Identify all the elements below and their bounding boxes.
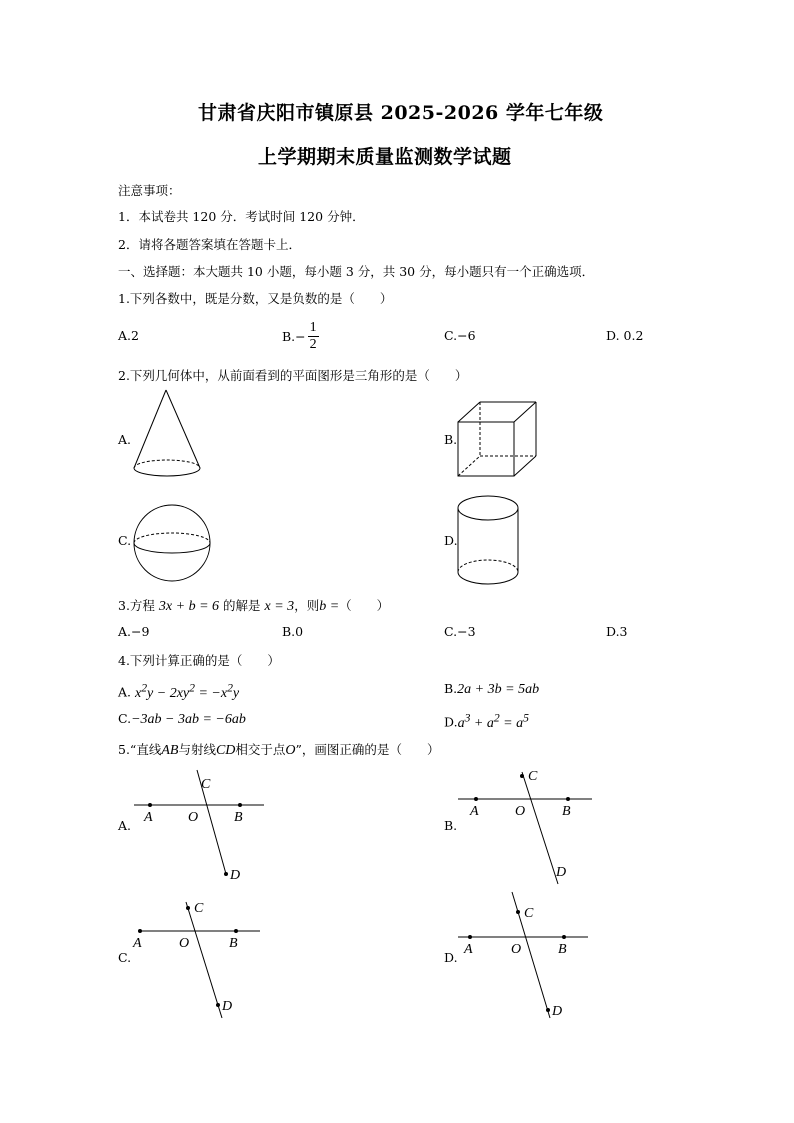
q3-option-a: A.−9 bbox=[118, 624, 150, 639]
q5-figure-d bbox=[456, 890, 596, 1022]
q4-option-d-expression: $a^3 + a^2 = a^5$ bbox=[457, 711, 529, 731]
q2-option-c: C. bbox=[118, 533, 132, 548]
q3-equation: 3x + b = 6 bbox=[158, 599, 220, 614]
q5-option-a: A. bbox=[118, 818, 132, 833]
fraction-denominator: 2 bbox=[309, 337, 317, 352]
q2-option-d: D. bbox=[444, 533, 458, 548]
q3-option-c: C.−3 bbox=[444, 624, 476, 639]
point-o-label: O bbox=[179, 936, 190, 951]
q5-ray-cd: CD bbox=[215, 743, 236, 758]
q3-stem-mid: 的解是 bbox=[223, 598, 261, 613]
point-o-label: O bbox=[511, 942, 522, 957]
q4-option-a-expression: $x^2y - 2xy^2 = -x^2y$ bbox=[135, 681, 240, 701]
point-a-label: A bbox=[470, 804, 479, 819]
q4-stem: 4.下列计算正确的是（ ） bbox=[118, 653, 280, 668]
page-title-line1: 甘肃省庆阳市镇原县 2025-2026 学年七年级 bbox=[198, 102, 604, 124]
page-title-line2: 上学期期末质量监测数学试题 bbox=[258, 146, 512, 168]
point-o-label: O bbox=[515, 804, 526, 819]
q5-stem-mid: 与射线 bbox=[178, 742, 216, 757]
q5-option-d: D. bbox=[444, 950, 458, 965]
q2-option-b: B. bbox=[444, 432, 458, 447]
point-b-label: B bbox=[558, 942, 567, 957]
fraction-numerator: 1 bbox=[309, 320, 317, 335]
q5-point-o: O bbox=[285, 743, 296, 758]
q3-option-d: D.3 bbox=[606, 624, 628, 639]
point-d-label: D bbox=[230, 868, 241, 883]
notes-item-1: 1．本试卷共 120 分．考试时间 120 分钟． bbox=[118, 209, 365, 224]
section-heading: 一、选择题：本大题共 10 小题，每小题 3 分，共 30 分，每小题只有一个正确选项． bbox=[118, 264, 595, 279]
q4-option-d-label: D. bbox=[444, 714, 458, 730]
point-d-label: D bbox=[222, 999, 233, 1014]
q5-stem bbox=[118, 740, 439, 759]
q3-stem-prefix: 3.方程 bbox=[118, 598, 155, 613]
q3-stem-mid2: ，则 bbox=[294, 598, 320, 613]
point-o-label: O bbox=[188, 810, 199, 825]
q2-stem: 2.下列几何体中，从前面看到的平面图形是三角形的是（ ） bbox=[118, 368, 468, 383]
point-a-label: A bbox=[144, 810, 153, 825]
q5-figure-a bbox=[130, 768, 270, 883]
q5-option-c: C. bbox=[118, 950, 132, 965]
q5-line-ab: AB bbox=[161, 743, 179, 758]
point-c-label: C bbox=[201, 777, 211, 792]
cylinder-figure bbox=[456, 494, 522, 588]
notes-heading: 注意事项： bbox=[118, 183, 181, 198]
point-d-label: D bbox=[556, 865, 567, 880]
point-c-label: C bbox=[194, 901, 204, 916]
q5-stem-prefix: 5.“直线 bbox=[118, 742, 162, 757]
q2-option-a: A. bbox=[118, 432, 132, 447]
cone-figure bbox=[130, 388, 205, 484]
q1-option-b bbox=[282, 320, 319, 353]
q4-option-d bbox=[444, 711, 529, 732]
q5-figure-c bbox=[130, 898, 270, 1023]
point-c-label: C bbox=[524, 906, 534, 921]
q1-option-d: D. 0.2 bbox=[606, 328, 644, 343]
sphere-figure bbox=[132, 503, 214, 585]
q1-stem: 1.下列各数中，既是分数，又是负数的是（ ） bbox=[118, 291, 393, 306]
point-c-label: C bbox=[528, 769, 538, 784]
q5-stem-end: ”，画图正确的是（ ） bbox=[295, 742, 440, 757]
q4-option-c-label: C. bbox=[118, 711, 132, 726]
q1-option-c: C.−6 bbox=[444, 328, 476, 343]
q4-option-a-label: A. bbox=[118, 684, 132, 700]
point-b-label: B bbox=[229, 936, 238, 951]
q3-option-b: B.0 bbox=[282, 624, 304, 639]
notes-item-2: 2．请将各题答案填在答题卡上． bbox=[118, 237, 301, 252]
point-d-label: D bbox=[552, 1004, 563, 1019]
point-a-label: A bbox=[464, 942, 473, 957]
cube-figure bbox=[456, 400, 540, 480]
q5-stem-mid2: 相交于点 bbox=[235, 742, 286, 757]
point-a-label: A bbox=[133, 936, 142, 951]
q5-figure-b bbox=[456, 766, 596, 886]
q4-option-b-label: B. bbox=[444, 681, 458, 696]
q3-solution: x = 3 bbox=[264, 599, 295, 614]
q1-option-b-prefix: B.− bbox=[282, 329, 306, 344]
point-b-label: B bbox=[562, 804, 571, 819]
q4-option-c-expression: −3ab − 3ab = −6ab bbox=[131, 712, 246, 727]
q5-option-b: B. bbox=[444, 818, 458, 833]
q3-stem bbox=[118, 596, 389, 615]
q4-option-a bbox=[118, 681, 239, 702]
q1-option-b-fraction bbox=[308, 320, 319, 353]
q1-option-a: A.2 bbox=[118, 328, 139, 343]
q3-stem-end: （ ） bbox=[339, 598, 390, 613]
q4-option-c bbox=[118, 711, 246, 728]
q3-variable: b = bbox=[319, 599, 340, 614]
q4-option-b-expression: 2a + 3b = 5ab bbox=[457, 682, 540, 697]
q4-option-b bbox=[444, 681, 539, 698]
point-b-label: B bbox=[234, 810, 243, 825]
